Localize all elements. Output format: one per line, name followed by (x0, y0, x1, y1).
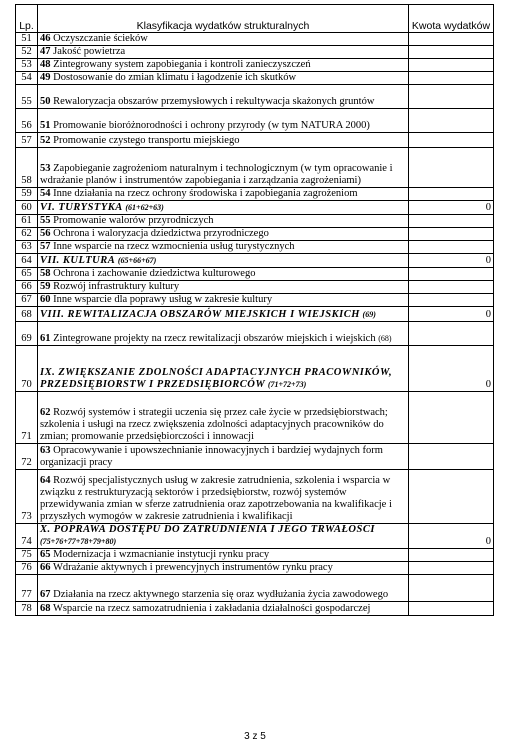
item-text: Promowanie czystego transportu miejskiego (53, 135, 240, 146)
row-number: 62 (16, 228, 38, 241)
row-number: 61 (16, 215, 38, 228)
table-row (16, 33, 494, 46)
item-code: 46 (40, 33, 51, 44)
item-text: Modernizacja i wzmacnianie instytucji rynku pracy (53, 549, 270, 560)
classification-cell (38, 562, 409, 575)
row-number: 68 (16, 307, 38, 322)
item-text: Opracowywanie i upowszechnianie innowacyjnych i bardziej wydajnych form organizacji pracy (40, 445, 383, 468)
row-number: 77 (16, 575, 38, 602)
item-text: Ochrona i waloryzacja dziedzictwa przyrodniczego (53, 228, 269, 239)
classification-cell (38, 294, 409, 307)
classification-cell (38, 241, 409, 254)
table-row (16, 59, 494, 72)
classification-cell (38, 602, 409, 616)
row-number: 72 (16, 444, 38, 470)
page-number: 3 z 5 (244, 731, 266, 742)
amount-cell (409, 148, 494, 188)
amount-cell (409, 33, 494, 46)
row-number: 78 (16, 602, 38, 616)
classification-cell (38, 254, 409, 268)
category-title: VII. KULTURA (40, 255, 116, 266)
item-code: 56 (40, 228, 51, 239)
category-row (16, 524, 494, 549)
category-row (16, 346, 494, 392)
classification-cell (38, 549, 409, 562)
amount-cell (409, 602, 494, 616)
row-number: 60 (16, 201, 38, 215)
item-text: Inne działania na rzecz ochrony środowiska i zapobiegania zagrożeniom (53, 188, 358, 199)
amount-cell (409, 281, 494, 294)
row-number: 70 (16, 346, 38, 392)
table-row (16, 228, 494, 241)
classification-cell (38, 524, 409, 549)
classification-cell (38, 59, 409, 72)
classification-cell (38, 346, 409, 392)
category-formula: (75+76+77+78+79+80) (40, 537, 117, 546)
table-row (16, 148, 494, 188)
amount-cell (409, 59, 494, 72)
item-text: Jakość powietrza (53, 46, 126, 57)
classification-cell (38, 575, 409, 602)
category-formula: (71+72+73) (267, 380, 307, 389)
table-row (16, 392, 494, 444)
table-row (16, 133, 494, 148)
row-number: 53 (16, 59, 38, 72)
item-code: 58 (40, 268, 51, 279)
item-reference: (68) (378, 334, 392, 343)
table-row (16, 549, 494, 562)
item-text: Zintegrowany system zapobiegania i kontroli zanieczyszczeń (53, 59, 311, 70)
item-code: 61 (40, 333, 51, 344)
amount-cell (409, 322, 494, 346)
amount-cell: 0 (409, 254, 494, 268)
item-code: 53 (40, 163, 51, 174)
table-row (16, 268, 494, 281)
amount-cell (409, 188, 494, 201)
item-text: Promowanie walorów przyrodniczych (53, 215, 214, 226)
header-classification: Klasyfikacja wydatków strukturalnych (38, 5, 409, 33)
item-code: 68 (40, 603, 51, 614)
row-number: 69 (16, 322, 38, 346)
amount-cell: 0 (409, 201, 494, 215)
table-row (16, 46, 494, 59)
classification-cell (38, 201, 409, 215)
item-code: 66 (40, 562, 51, 573)
item-text: Rozwój infrastruktury kultury (53, 281, 180, 292)
amount-cell (409, 562, 494, 575)
row-number: 65 (16, 268, 38, 281)
row-number: 58 (16, 148, 38, 188)
item-code: 64 (40, 475, 51, 486)
row-number: 63 (16, 241, 38, 254)
row-number: 73 (16, 470, 38, 524)
item-text: Wsparcie na rzecz samozatrudnienia i zakładania działalności gospodarczej (52, 603, 371, 614)
table-row (16, 281, 494, 294)
item-text: Ochrona i zachowanie dziedzictwa kulturowego (53, 268, 256, 279)
amount-cell (409, 268, 494, 281)
item-code: 51 (40, 120, 51, 131)
category-formula: (65+66+67) (117, 256, 157, 265)
item-code: 65 (40, 549, 51, 560)
item-code: 67 (40, 589, 51, 600)
row-number: 74 (16, 524, 38, 549)
item-code: 59 (40, 281, 51, 292)
category-title: VIII. REWITALIZACJA OBSZARÓW MIEJSKICH I WIEJSKICH (40, 309, 360, 320)
item-text: Rewaloryzacja obszarów przemysłowych i rekultywacja skażonych gruntów (53, 96, 375, 107)
item-text: Zintegrowane projekty na rzecz rewitalizacji obszarów miejskich i wiejskich (53, 333, 376, 344)
table-row (16, 215, 494, 228)
amount-cell (409, 85, 494, 109)
item-code: 62 (40, 407, 51, 418)
classification-cell (38, 109, 409, 133)
classification-cell (38, 228, 409, 241)
classification-cell (38, 72, 409, 85)
row-number: 76 (16, 562, 38, 575)
table-row (16, 72, 494, 85)
row-number: 51 (16, 33, 38, 46)
row-number: 55 (16, 85, 38, 109)
row-number: 56 (16, 109, 38, 133)
item-text: Zapobieganie zagrożeniom naturalnym i technologicznym (w tym opracowanie i wdrażanie planów i instrumentów zapobiegania i zarządzania zagrożeniami) (40, 163, 393, 186)
classification-cell (38, 33, 409, 46)
item-code: 57 (40, 241, 51, 252)
amount-cell (409, 392, 494, 444)
table-body (16, 33, 494, 616)
amount-cell (409, 444, 494, 470)
amount-cell (409, 294, 494, 307)
amount-cell (409, 575, 494, 602)
item-text: Oczyszczanie ścieków (53, 33, 148, 44)
classification-cell (38, 307, 409, 322)
classification-cell (38, 46, 409, 59)
category-formula: (61+62+63) (125, 203, 164, 212)
item-text: Dostosowanie do zmian klimatu i łagodzenie ich skutków (53, 72, 297, 83)
table-row (16, 322, 494, 346)
table-row (16, 602, 494, 616)
classification-cell (38, 215, 409, 228)
table-row (16, 241, 494, 254)
classification-cell (38, 470, 409, 524)
classification-cell (38, 188, 409, 201)
header-amount: Kwota wydatków (409, 5, 494, 33)
item-code: 60 (40, 294, 51, 305)
row-number: 67 (16, 294, 38, 307)
item-code: 52 (40, 135, 51, 146)
category-title: VI. TURYSTYKA (40, 202, 123, 213)
category-formula: (69) (362, 310, 376, 319)
amount-cell: 0 (409, 307, 494, 322)
amount-cell (409, 228, 494, 241)
item-text: Wdrażanie aktywnych i prewencyjnych instrumentów rynku pracy (52, 562, 333, 573)
classification-cell (38, 148, 409, 188)
item-code: 63 (40, 445, 51, 456)
amount-cell (409, 109, 494, 133)
table-row (16, 85, 494, 109)
classification-cell (38, 133, 409, 148)
row-number: 57 (16, 133, 38, 148)
classification-cell (38, 392, 409, 444)
table-row (16, 444, 494, 470)
item-code: 49 (40, 72, 51, 83)
table-row (16, 575, 494, 602)
amount-cell (409, 133, 494, 148)
amount-cell: 0 (409, 346, 494, 392)
row-number: 64 (16, 254, 38, 268)
table-row (16, 470, 494, 524)
category-title: IX. ZWIĘKSZANIE ZDOLNOŚCI ADAPTACYJNYCH PRACOWNIKÓW, PRZEDSIĘBIORSTW I PRZEDSIĘBIORCÓW (40, 367, 393, 390)
amount-cell: 0 (409, 524, 494, 549)
item-text: Rozwój systemów i strategii uczenia się przez całe życie w przedsiębiorstwach; szkolenia i usługi na rzecz zwiększenia zdolności adaptacyjnych pracowników do zmian; promowanie przedsiębiorczości i innowacji (40, 407, 388, 442)
table-row (16, 562, 494, 575)
header-lp: Lp. (16, 5, 38, 33)
item-text: Inne wsparcie na rzecz wzmocnienia usług turystycznych (53, 241, 295, 252)
category-row (16, 307, 494, 322)
classification-cell (38, 444, 409, 470)
table-header-row (16, 5, 494, 33)
item-text: Promowanie bioróżnorodności i ochrony przyrody (w tym NATURA 2000) (53, 120, 370, 131)
row-number: 66 (16, 281, 38, 294)
item-code: 47 (40, 46, 51, 57)
amount-cell (409, 46, 494, 59)
item-code: 50 (40, 96, 51, 107)
category-title: X. POPRAWA DOSTĘPU DO ZATRUDNIENIA I JEGO TRWAŁOŚCI (40, 524, 375, 535)
classification-cell (38, 281, 409, 294)
row-number: 54 (16, 72, 38, 85)
expenditure-table (15, 4, 494, 616)
amount-cell (409, 470, 494, 524)
category-row (16, 254, 494, 268)
table-row (16, 109, 494, 133)
classification-cell (38, 322, 409, 346)
amount-cell (409, 549, 494, 562)
item-code: 48 (40, 59, 51, 70)
amount-cell (409, 241, 494, 254)
item-code: 55 (40, 215, 51, 226)
item-text: Rozwój specjalistycznych usług w zakresie zatrudnienia, szkolenia i wsparcia w związku z restrukturyzacją sektorów i przedsiębiorstw, rozwój systemów przewidywania zmian w sferze zatrudnienia oraz zapotrzebowania na kwalifikacje i przyszłych wymogów w zakresie zatrudnienia i kwalifikacji (40, 475, 392, 522)
amount-cell (409, 72, 494, 85)
item-text: Działania na rzecz aktywnego starzenia się oraz wydłużania życia zawodowego (53, 589, 389, 600)
row-number: 52 (16, 46, 38, 59)
table-row (16, 294, 494, 307)
row-number: 59 (16, 188, 38, 201)
row-number: 75 (16, 549, 38, 562)
item-text: Inne wsparcie dla poprawy usług w zakresie kultury (53, 294, 273, 305)
classification-cell (38, 85, 409, 109)
category-row (16, 201, 494, 215)
amount-cell (409, 215, 494, 228)
item-code: 54 (40, 188, 51, 199)
table-row (16, 188, 494, 201)
row-number: 71 (16, 392, 38, 444)
classification-cell (38, 268, 409, 281)
